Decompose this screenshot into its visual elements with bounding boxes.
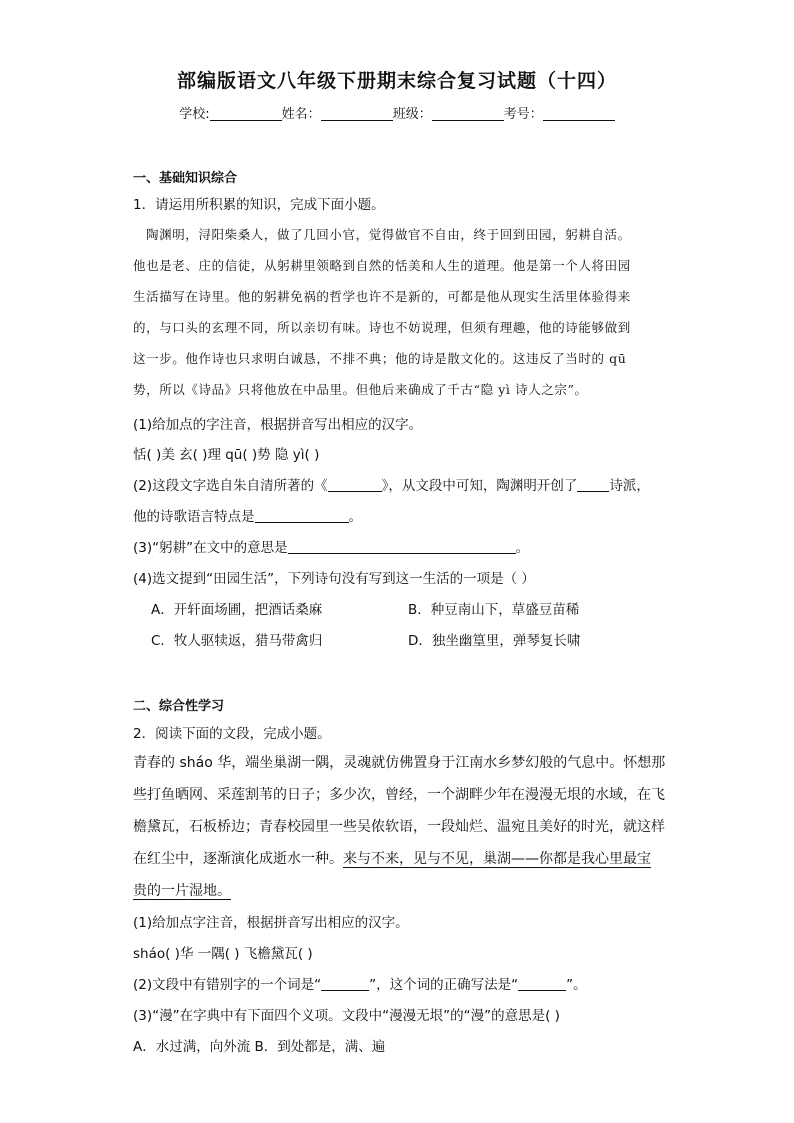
option-a[interactable]: A．开轩面场圃，把酒话桑麻 xyxy=(151,602,323,618)
passage2-line xyxy=(133,880,664,900)
q1-sub1-prompt: (1)给加点的字注音，根据拼音写出相应的汉字。 xyxy=(133,417,423,433)
passage1-line: 生活描写在诗里。他的躬耕免祸的哲学也许不是新的，可都是他从现实生活里体验得来 xyxy=(133,289,631,304)
language-feature-blank[interactable] xyxy=(255,509,349,523)
underlined-sentence: 来与不来，见与不见，巢湖——你都是我心里最宝 xyxy=(343,851,651,867)
school-of-poetry-blank[interactable] xyxy=(577,478,609,492)
q1-sub2-text: 他的诗歌语言特点是 xyxy=(133,509,255,525)
name-label: 姓名： xyxy=(281,107,321,122)
class-label: 班级： xyxy=(392,107,432,122)
q1-sub2-text: 》，从文段中可知，陶渊明开创了 xyxy=(381,478,578,494)
q1-sub4-prompt: (4)选文提到“田园生活”，下列诗句没有写到这一生活的一项是（ ） xyxy=(133,571,535,587)
q2-sub1-fill-line[interactable]: sháo( )华 一隅( ) 飞檐黛瓦( ) xyxy=(133,946,313,962)
question1-prompt: 1．请运用所积累的知识，完成下面小题。 xyxy=(133,197,385,213)
section2-heading: 二、综合性学习 xyxy=(133,699,225,714)
passage1-line: 的，与口头的玄理不同，所以亲切有味。诗也不妨说理，但须有理趣，他的诗能够做到 xyxy=(133,320,631,335)
q1-sub3-line xyxy=(133,536,664,556)
q1-sub3-text: 。 xyxy=(515,540,530,556)
q1-sub2-line-2 xyxy=(133,505,664,525)
option-b[interactable]: B．种豆南山下，草盛豆苗稀 xyxy=(408,602,580,618)
underlined-sentence: 贵的一片湿地。 xyxy=(133,883,231,899)
name-blank[interactable] xyxy=(321,106,393,121)
passage1-line: 他也是老、庄的信徒，从躬耕里领略到自然的恬美和人生的道理。他是第一个人将田园 xyxy=(133,258,631,273)
passage1-line: 势，所以《诗品》只将他放在中品里。但他后来确成了千古“隐 yì 诗人之宗”。 xyxy=(133,382,588,397)
school-label: 学校: xyxy=(179,107,210,122)
passage2-line: 些打鱼晒网、采莲割苇的日子；多少次，曾经，一个湖畔少年在漫漫无垠的水域，在飞 xyxy=(133,787,665,803)
option-d[interactable]: D．独坐幽篁里，弹琴复长啸 xyxy=(408,633,581,649)
q1-sub3-text: (3)“躬耕”在文中的意思是 xyxy=(133,540,288,556)
q2-sub3-prompt: (3)“漫”在字典中有下面四个义项。文段中“漫漫无垠”的“漫”的意思是( ) xyxy=(133,1008,560,1024)
exam-no-label: 考号： xyxy=(503,107,543,122)
correct-word-blank[interactable] xyxy=(518,977,566,991)
class-blank[interactable] xyxy=(432,106,504,121)
passage2-line: 檐黛瓦，石板桥边；青春校园里一些吴侬软语，一段灿烂、温宛且美好的时光，就这样 xyxy=(133,819,665,835)
question2-prompt: 2．阅读下面的文段，完成小题。 xyxy=(133,726,331,742)
q1-sub2-text: 诗派， xyxy=(609,478,650,494)
wrong-word-blank[interactable] xyxy=(321,977,369,991)
q2-sub2-text: ”。 xyxy=(566,977,587,993)
book-title-blank[interactable] xyxy=(328,478,382,492)
q1-sub1-fill-line[interactable]: 恬( )美 玄( )理 qū( )势 隐 yì( ) xyxy=(133,447,320,463)
passage2-line: 青春的 sháo 华，端坐巢湖一隅，灵魂就仿佛置身于江南水乡梦幻般的气息中。怀想那 xyxy=(133,755,666,771)
q2-sub1-prompt: (1)给加点字注音，根据拼音写出相应的汉字。 xyxy=(133,915,409,931)
q1-sub2-text: 。 xyxy=(348,509,362,525)
q2-sub2-text: (2)文段中有错别字的一个词是“ xyxy=(133,977,322,993)
q1-sub2-text: (2)这段文字选自朱自清所著的《 xyxy=(133,478,328,494)
passage2-text: 在红尘中，逐渐演化成逝水一种。 xyxy=(133,851,343,867)
passage2-line xyxy=(133,848,664,868)
student-info-line xyxy=(0,103,794,122)
meaning-blank[interactable] xyxy=(288,540,516,554)
option-c[interactable]: C．牧人驱犊返，猎马带禽归 xyxy=(151,633,323,649)
section1-heading: 一、基础知识综合 xyxy=(133,171,238,186)
passage1-line: 陶渊明，浔阳柴桑人，做了几回小官，觉得做官不自由，终于回到田园，躬耕自活。 xyxy=(146,227,631,242)
q2-sub3-options[interactable]: A．水过满，向外流 B．到处都是，满、遍 xyxy=(133,1039,386,1055)
passage1-line: 这一步。他作诗也只求明白诚恳，不排不典；他的诗是散文化的。这违反了当时的 qū xyxy=(133,351,627,366)
q2-sub2-text: ”，这个词的正确写法是“ xyxy=(369,977,519,993)
q2-sub2-line xyxy=(133,973,664,993)
q1-sub2-line xyxy=(133,474,664,494)
page-title: 部编版语文八年级下册期末综合复习试题（十四） xyxy=(176,70,617,92)
exam-no-blank[interactable] xyxy=(543,106,615,121)
school-blank[interactable] xyxy=(210,106,282,121)
